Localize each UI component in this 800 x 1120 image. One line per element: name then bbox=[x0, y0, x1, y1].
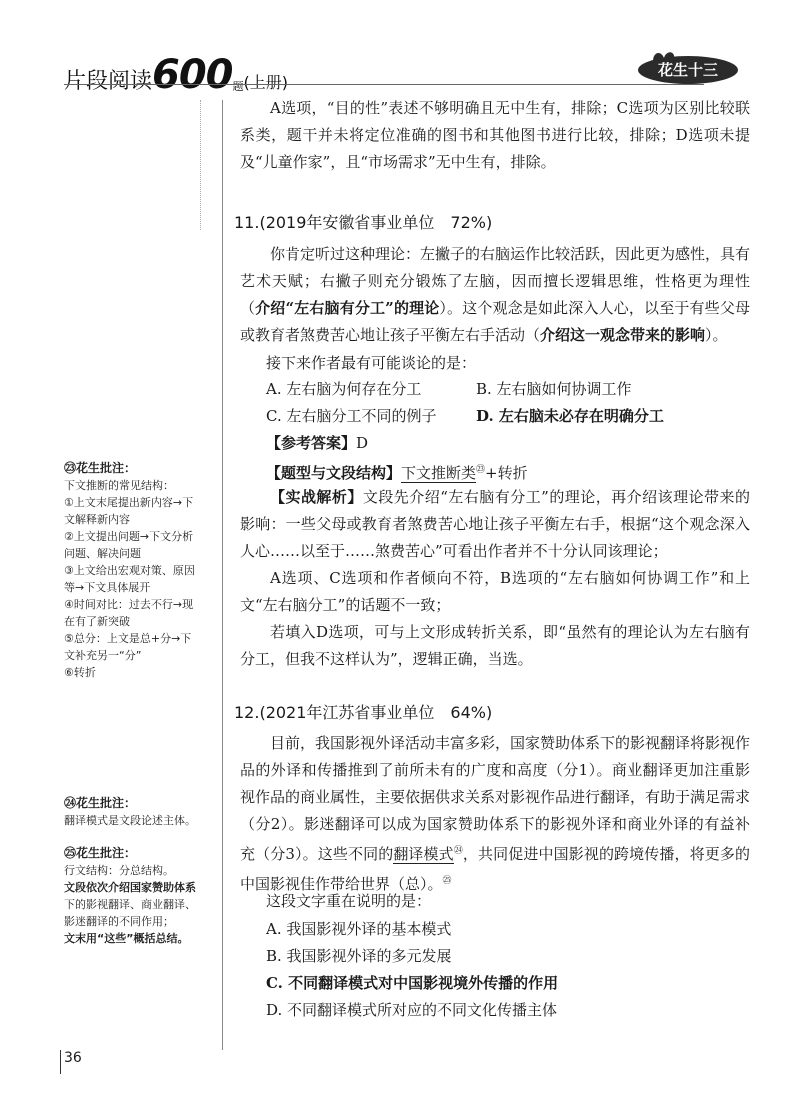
q11-passage-c: ）。 bbox=[705, 326, 728, 344]
q12-passage-a: 目前，我国影视外译活动丰富多彩，国家赞助体系下的影视翻译将影视作品的外译和传播推到了前所未有的广度和高度（分1）。商业翻译更加注重影视作品的商业属性，主要依据供求关系对影视作品进行翻译，有助于满足需求（分2）。影迷翻译可以成为国家赞助体系下的影视外译和商业外译的有益补充（分3）。这些不同的 bbox=[240, 734, 751, 863]
note23-line: 等→下文具体展开 bbox=[64, 581, 151, 594]
answer-value: D bbox=[356, 434, 369, 452]
q12-option-b: B. 我国影视外译的多元发展 bbox=[266, 947, 452, 965]
q12-source: (2021年江苏省事业单位 64%) bbox=[259, 703, 493, 722]
title-number: 600 bbox=[152, 52, 233, 98]
page-number: 36 bbox=[64, 1050, 82, 1066]
analysis-1-text: 文段先介绍“左右脑有分工”的理论，再介绍该理论带来的影响：一些父母或教育者煞费苦心地让孩子平衡左右手，根据“这个观念深入人心……以至于……煞费苦心”可看出作者并不十分认同该理论； bbox=[240, 488, 750, 560]
note25-line: 行文结构：分总结构。 bbox=[64, 864, 174, 877]
q11-analysis-3: 若填入D选项，可与上文形成转折关系，即“虽然有的理论认为左右脑有分工，但我不这样认为”，逻辑正确，当选。 bbox=[240, 623, 750, 668]
note24-title: ㉔花生批注： bbox=[64, 796, 137, 810]
q11-option-a: A. 左右脑为何存在分工 bbox=[266, 380, 422, 398]
q11-analysis-1 bbox=[240, 484, 750, 565]
q11-passage-b: ）。这个观念是如此深入人心，以至于有些父母或教育者煞费苦心地让孩子平衡左右手活动（ bbox=[240, 299, 750, 344]
q11-structure bbox=[266, 457, 786, 487]
q12-option-c: C. 不同翻译模式对中国影视境外传播的作用 bbox=[266, 974, 559, 992]
q11-note2: 介绍这一观念带来的影响 bbox=[540, 326, 706, 344]
q11-note1: 介绍“左右脑有分工”的理论 bbox=[255, 299, 440, 317]
title-prefix: 片段阅读 bbox=[64, 69, 153, 94]
analysis-label: 【实战解析】 bbox=[270, 488, 363, 506]
structure-value: 下文推断类 bbox=[401, 464, 477, 482]
note23-line: ⑤总分：上文是总+分→下 bbox=[64, 632, 192, 645]
side-note-24 bbox=[64, 795, 214, 829]
note23-line: ①上文末尾提出新内容→下 bbox=[64, 496, 194, 509]
q11-option-d: D. 左右脑未必存在明确分工 bbox=[476, 407, 664, 425]
note23-line: 文解释新内容 bbox=[64, 513, 130, 526]
note23-line: 在有了新突破 bbox=[64, 615, 130, 628]
note23-line: ③上文给出宏观对策、原因 bbox=[64, 564, 195, 577]
note23-line: ②上文提出问题→下文分析 bbox=[64, 530, 194, 543]
book-title bbox=[64, 52, 288, 98]
brand-logo bbox=[636, 46, 740, 86]
q11-option-b: B. 左右脑如何协调工作 bbox=[476, 380, 632, 398]
header-rule bbox=[64, 84, 704, 85]
q12-passage bbox=[240, 730, 750, 898]
side-note-23 bbox=[64, 460, 214, 681]
answer-label: 【参考答案】 bbox=[266, 434, 357, 452]
logo-text: 花生十三 bbox=[657, 61, 719, 79]
q11-passage-a: 你肯定听过这种理论：左撇子的右脑运作比较活跃，因此更为感性，具有艺术天赋；右撇子则充分锻炼了左脑，因而擅长逻辑思维，性格更为理性（ bbox=[240, 245, 751, 317]
q11-passage bbox=[240, 241, 750, 349]
title-volume: (上册) bbox=[243, 73, 289, 92]
note23-title: ㉓花生批注： bbox=[64, 461, 137, 475]
note23-line: ⑥转折 bbox=[64, 666, 96, 679]
note23-line: 文补充另一“分” bbox=[64, 649, 142, 662]
note25-line: 文段依次介绍国家赞助体系 bbox=[64, 881, 196, 894]
q11-answer bbox=[266, 430, 786, 457]
q12-heading bbox=[234, 700, 492, 723]
note25-line: 文末用“这些”概括总结。 bbox=[64, 932, 189, 945]
q12-mark: ㉔ bbox=[453, 846, 463, 856]
note23-line: 下文推断的常见结构： bbox=[64, 479, 174, 492]
page-number-bar bbox=[60, 1050, 61, 1074]
note23-line: 问题、解决问题 bbox=[64, 547, 141, 560]
q12-number: 12. bbox=[234, 703, 260, 722]
q11-stem: 接下来作者最有可能谈论的是： bbox=[266, 354, 477, 372]
prev-analysis: A选项，“目的性”表述不够明确且无中生有，排除；C选项为区别比较联系类，题干并未将定位准确的图书和其他图书进行比较，排除；D选项未提及“儿童作家”，且“市场需求”无中生有，排除。 bbox=[240, 99, 750, 171]
structure-tail: +转折 bbox=[485, 464, 528, 482]
title-suffix: 题 bbox=[232, 80, 244, 93]
structure-mark: ㉓ bbox=[476, 465, 486, 475]
q11-heading bbox=[234, 210, 492, 233]
structure-label: 【题型与文段结构】 bbox=[266, 464, 402, 482]
q12-term: 翻译模式 bbox=[393, 845, 454, 863]
q11-source: (2019年安徽省事业单位 72%) bbox=[259, 213, 493, 232]
note24-text: 翻译模式是文段论述主体。 bbox=[64, 814, 196, 827]
q12-mark2: ㉕ bbox=[442, 876, 452, 886]
column-divider bbox=[222, 100, 223, 1050]
q11-analysis-2: A选项、C选项和作者倾向不符，B选项的“左右脑如何协调工作”和上文“左右脑分工”的话题不一致； bbox=[240, 569, 750, 614]
note25-line: 影迷翻译的不同作用； bbox=[64, 915, 174, 928]
note25-title: ㉕花生批注： bbox=[64, 846, 137, 860]
note25-line: 下的影视翻译、商业翻译、 bbox=[64, 898, 196, 911]
q11-number: 11. bbox=[234, 213, 260, 232]
q11-option-c: C. 左右脑分工不同的例子 bbox=[266, 407, 437, 425]
q12-option-d: D. 不同翻译模式所对应的不同文化传播主体 bbox=[266, 1001, 558, 1019]
note23-line: ④时间对比：过去不行→现 bbox=[64, 598, 194, 611]
q12-stem: 这段文字重在说明的是： bbox=[266, 892, 432, 910]
side-note-25 bbox=[64, 845, 214, 947]
q12-passage-b: ，共同促进中国影视的跨境传播，将更多的中国影视佳作带给世界（总）。 bbox=[240, 845, 750, 893]
q12-option-a: A. 我国影视外译的基本模式 bbox=[266, 920, 452, 938]
column-divider-dotted bbox=[200, 100, 201, 230]
